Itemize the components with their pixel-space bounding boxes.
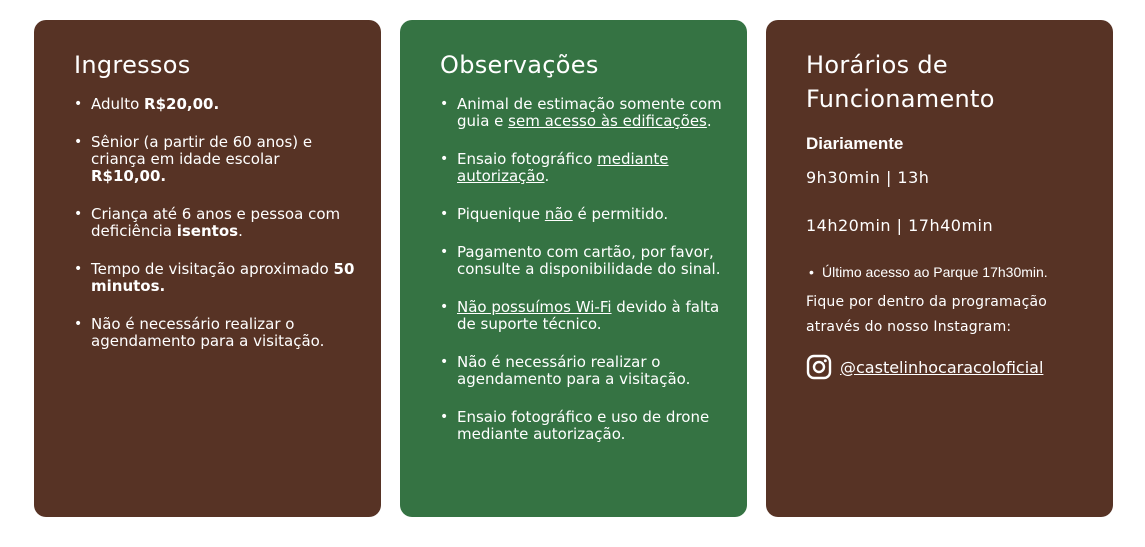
- time-slot-afternoon: 14h20min | 17h40min: [806, 216, 994, 235]
- horarios-title-line2: Funcionamento: [806, 85, 995, 113]
- item-bold: R$20,00.: [144, 95, 220, 113]
- item-text: Animal de estimação somente com guia e: [457, 95, 722, 130]
- ingressos-list: [74, 96, 357, 350]
- list-item: [440, 354, 723, 388]
- horarios-title: [806, 48, 1089, 116]
- list-item: [440, 244, 723, 278]
- daily-label: Diariamente: [806, 134, 904, 153]
- item-text: Sênior (a partir de 60 anos) e criança em idade escolar: [91, 133, 313, 168]
- time-slot-morning: 9h30min | 13h: [806, 168, 930, 187]
- list-item: [74, 134, 357, 185]
- item-text: .: [706, 112, 712, 130]
- item-text: Criança até 6 anos e pessoa com deficiência: [91, 205, 341, 240]
- item-link[interactable]: não: [544, 205, 573, 223]
- list-item: [440, 299, 723, 333]
- item-text: .: [544, 167, 550, 185]
- item-text: Tempo de visitação aproximado: [91, 260, 334, 278]
- item-link[interactable]: sem acesso às edificações: [508, 112, 707, 130]
- list-item: [74, 316, 357, 350]
- observacoes-list: [440, 96, 723, 443]
- horarios-title-line1: Horários de: [806, 51, 948, 79]
- list-item: [440, 409, 723, 443]
- item-text: Piquenique: [457, 205, 545, 223]
- item-bold: 50 minutos.: [91, 260, 355, 295]
- card-horarios: [766, 20, 1113, 517]
- item-text: Ensaio fotográfico: [457, 150, 598, 168]
- observacoes-title: Observações: [440, 51, 599, 79]
- item-text: Não é necessário realizar o agendamento para a visitação.: [457, 353, 691, 388]
- list-item: [74, 206, 357, 240]
- item-text: é permitido.: [572, 205, 669, 223]
- list-item: [74, 261, 357, 295]
- item-bold: isentos: [176, 222, 239, 240]
- instagram-handle-link[interactable]: @castelinhocaracoloficial: [840, 357, 1044, 377]
- list-item: [440, 96, 723, 130]
- last-access-note: • Último acesso ao Parque 17h30min.: [806, 264, 1089, 280]
- ingressos-title: Ingressos: [74, 51, 191, 79]
- follow-line2: através do nosso Instagram:: [806, 319, 1012, 335]
- item-text: Adulto: [91, 95, 145, 113]
- item-text: Não é necessário realizar o agendamento para a visitação.: [91, 315, 325, 350]
- follow-line1: Fique por dentro da programação: [806, 294, 1048, 310]
- item-text: devido à falta de suporte técnico.: [457, 298, 720, 333]
- list-item: [440, 151, 723, 185]
- card-ingressos: [34, 20, 381, 517]
- item-text: Pagamento com cartão, por favor, consulte a disponibilidade do sinal.: [457, 243, 721, 278]
- list-item: [74, 96, 357, 113]
- item-text: .: [238, 222, 243, 240]
- instagram-icon[interactable]: [806, 354, 832, 380]
- item-link[interactable]: Não possuímos Wi-Fi: [457, 298, 612, 316]
- instagram-link-row[interactable]: [806, 354, 1089, 380]
- list-item: [440, 206, 723, 223]
- item-text: Ensaio fotográfico e uso de drone mediante autorização.: [457, 408, 710, 443]
- follow-text: [806, 290, 1089, 340]
- card-observacoes: [400, 20, 747, 517]
- item-bold: R$10,00.: [91, 167, 167, 185]
- item-link[interactable]: mediante autorização: [457, 150, 669, 185]
